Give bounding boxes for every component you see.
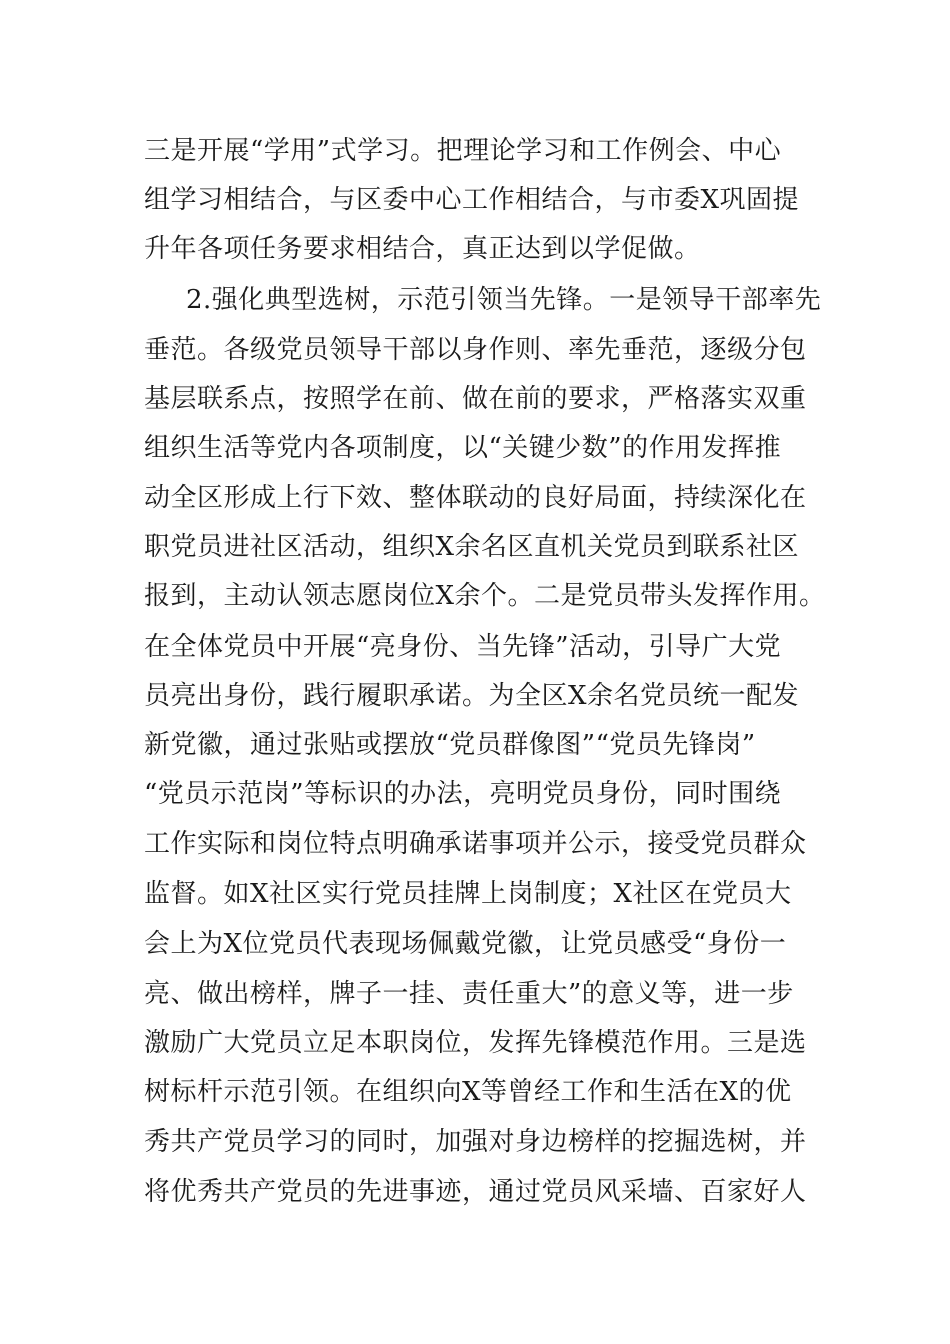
text-line: 激励广大党员立足本职岗位，发挥先锋模范作用。三是选 (144, 1028, 807, 1058)
text-line: 秀共产党员学习的同时，加强对身边榜样的挖掘选树，并 (144, 1127, 807, 1157)
text-line: 新党徽，通过张贴或摆放“党员群像图”“党员先锋岗” (144, 730, 756, 760)
text-line: 三是开展“学用”式学习。把理论学习和工作例会、中心 (144, 136, 782, 166)
text-line: 组学习相结合，与区委中心工作相结合，与市委X巩固提 (144, 185, 800, 215)
text-line: 树标杆示范引领。在组织向X等曾经工作和生活在X的优 (144, 1077, 792, 1107)
text-line: 职党员进社区活动，组织X余名区直机关党员到联系社区 (144, 532, 800, 562)
text-line: 升年各项任务要求相结合，真正达到以学促做。 (144, 234, 701, 264)
text-line: 垂范。各级党员领导干部以身作则、率先垂范，逐级分包 (144, 335, 807, 365)
text-line: 工作实际和岗位特点明确承诺事项并公示，接受党员群众 (144, 829, 807, 859)
text-line: 动全区形成上行下效、整体联动的良好局面，持续深化在 (144, 483, 807, 513)
text-line: 会上为X位党员代表现场佩戴党徽，让党员感受“身份一 (144, 929, 787, 959)
paragraph-start-line: 2.强化典型选树，示范引领当先锋。一是领导干部率先 (186, 285, 822, 315)
text-line: 组织生活等党内各项制度，以“关键少数”的作用发挥推 (144, 433, 782, 463)
text-line: 基层联系点，按照学在前、做在前的要求，严格落实双重 (144, 384, 807, 414)
text-line: 在全体党员中开展“亮身份、当先锋”活动，引导广大党 (144, 632, 782, 662)
text-line: 将优秀共产党员的先进事迹，通过党员风采墙、百家好人 (144, 1177, 807, 1207)
text-line: 亮、做出榜样，牌子一挂、责任重大”的意义等，进一步 (144, 979, 794, 1009)
text-line: “党员示范岗”等标识的办法，亮明党员身份，同时围绕 (144, 779, 782, 809)
text-line: 员亮出身份，践行履职承诺。为全区X余名党员统一配发 (144, 681, 800, 711)
text-line: 监督。如X社区实行党员挂牌上岗制度；X社区在党员大 (144, 879, 792, 909)
text-line: 报到，主动认领志愿岗位X余个。二是党员带头发挥作用。 (144, 581, 826, 611)
